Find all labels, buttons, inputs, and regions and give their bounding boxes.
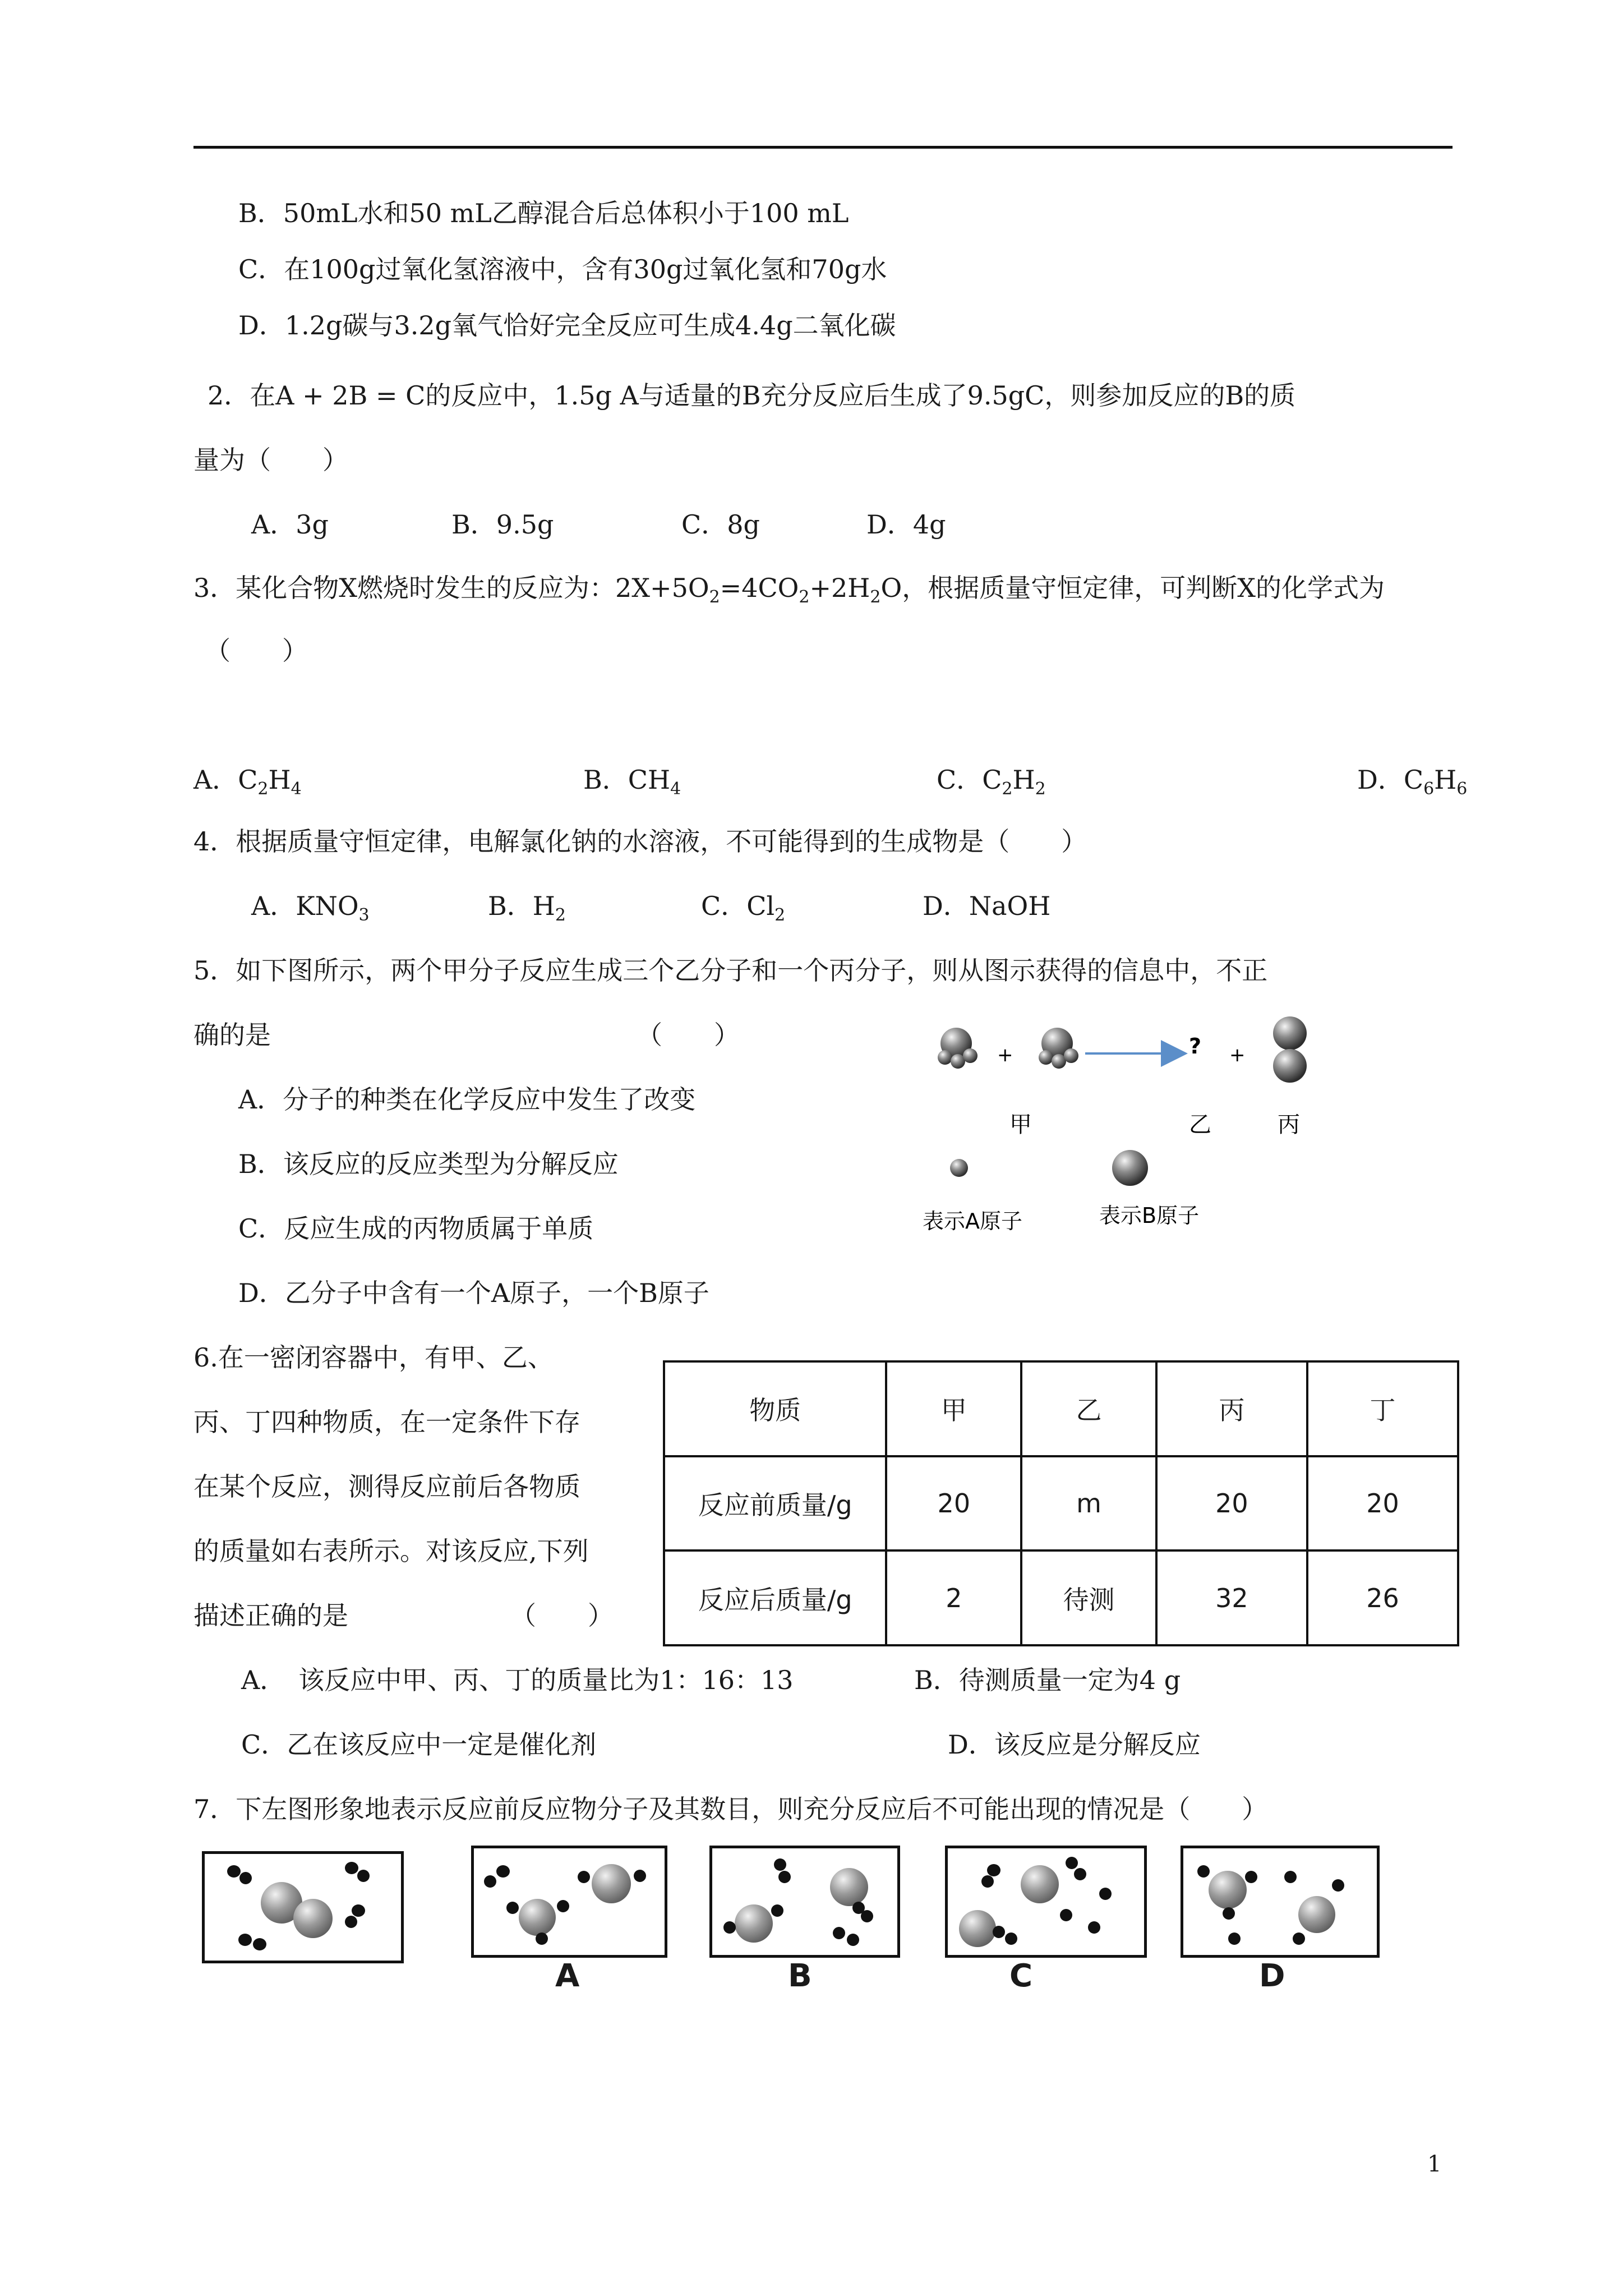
q7-stem: 7．下左图形象地表示反应前反应物分子及其数目，则充分反应后不可能出现的情况是（ ） [193,1794,1268,1824]
table-header-row [664,1361,1458,1456]
table-cell: 物质 [664,1361,886,1456]
jia-molecule-2 [1039,1028,1078,1069]
q2-option-d: D．4g [866,509,946,540]
table-cell: 丙 [1156,1361,1307,1456]
small-atom [987,1864,1000,1876]
q4-option-d: D．NaOH [923,891,1051,921]
big-atom [830,1868,868,1906]
table-cell: 2 [886,1550,1021,1645]
small-atom [557,1900,569,1912]
q7-label-d: D [1259,1958,1285,1994]
legend-b-atom [1112,1150,1148,1186]
q2-stem: 2．在A + 2B = C的反应中，1.5g A与适量的B充分反应后生成了9.5gC，则参加反应的B的质 [208,380,1296,411]
legend-a-label: 表示A原子 [923,1209,1022,1234]
q5-stem: 5．如下图所示，两个甲分子反应生成三个乙分子和一个丙分子，则从图示获得的信息中，不正 [193,955,1268,986]
bing-atom-top [1273,1016,1307,1050]
plus-sign-2: + [1229,1044,1246,1066]
small-atom [1005,1932,1017,1945]
small-atom [1245,1871,1257,1883]
table-row [664,1456,1458,1551]
small-atom [1197,1865,1210,1878]
table-cell: 32 [1156,1550,1307,1645]
q1-option-c: C．在100g过氧化氢溶液中，含有30g过氧化氢和70g水 [238,254,887,284]
small-atom [847,1934,859,1946]
small-atom [578,1871,590,1883]
legend-a-atom [950,1159,968,1177]
big-atom [1021,1865,1059,1903]
small-atom [1228,1932,1241,1945]
bing-atom-bottom [1273,1049,1307,1083]
table-cell: 20 [1156,1456,1307,1551]
q6-line-2: 丙、丁四种物质，在一定条件下存 [193,1407,580,1437]
legend-b-label: 表示B原子 [1099,1203,1200,1228]
small-atom [1088,1921,1100,1934]
q2-option-c: C．8g [681,509,760,540]
small-atom [771,1904,783,1917]
small-atom [1332,1879,1344,1892]
small-atom [1223,1907,1235,1920]
q6-line-5: 描述正确的是 [193,1600,348,1631]
small-atom [1293,1932,1305,1945]
q6-line-1: 6.在一密闭容器中，有甲、乙、 [193,1342,554,1373]
small-atom [496,1865,510,1878]
q7-label-c: C [1009,1958,1033,1994]
q1-option-b: B．50mL水和50 mL乙醇混合后总体积小于100 mL [238,198,849,228]
small-atom [774,1858,786,1871]
table-cell: 甲 [886,1361,1021,1456]
table-cell: 26 [1307,1550,1458,1645]
q6-line-4: 的质量如右表所示。对该反应,下列 [193,1536,589,1566]
table-cell: 待测 [1021,1550,1156,1645]
q7-option-b-box[interactable] [709,1846,900,1958]
q7-label-a: A [555,1958,580,1994]
q2-option-b: B．9.5g [451,509,554,540]
q7-reactant-box [202,1851,404,1963]
small-atom [484,1875,496,1888]
table-row [664,1550,1458,1645]
q6-paren: （ ） [510,1600,614,1631]
q6-option-b: B．待测质量一定为4 g [914,1665,1181,1695]
q4-option-c: C．$Cl_2$ [701,891,786,925]
label-bing: 丙 [1278,1112,1300,1138]
table-cell: 20 [886,1456,1021,1551]
q7-option-c-box[interactable] [945,1846,1147,1958]
q5-option-d: D．乙分子中含有一个A原子，一个B原子 [238,1278,709,1308]
big-atom [592,1864,631,1903]
small-atom [723,1921,736,1934]
page-number: 1 [1427,2151,1442,2177]
small-atom [536,1932,548,1945]
small-atom [1060,1909,1072,1921]
q6-line-3: 在某个反应，测得反应前后各物质 [193,1471,580,1502]
q2-stem-cont: 量为（ ） [193,445,348,475]
plus-sign-1: + [997,1044,1013,1066]
q2-option-a: A．3g [251,509,329,540]
q3-option-b: B．$CH_4$ [583,765,681,799]
q6-option-a: A． 该反应中甲、丙、丁的质量比为1：16：13 [241,1665,794,1695]
q4-option-b: B．$H_2$ [488,891,566,925]
small-atom [861,1910,873,1922]
small-atom [833,1927,845,1939]
small-atom [1066,1857,1078,1869]
header-rule [193,146,1453,149]
small-atom [352,1904,365,1917]
table-cell: 反应后质量/g [664,1550,886,1645]
table-cell: 丁 [1307,1361,1458,1456]
q5-option-b: B．该反应的反应类型为分解反应 [238,1149,619,1179]
small-atom [1074,1868,1086,1880]
small-atom [993,1926,1005,1938]
q4-stem: 4．根据质量守恒定律，电解氯化钠的水溶液，不可能得到的生成物是（ ） [193,826,1087,857]
q3-stem: 3．某化合物X燃烧时发生的反应为：$2X+5O_2=4CO_2+2H_2O$，根据质量守恒定律，可判断X的化学式为 [193,573,1385,607]
q5-option-c: C．反应生成的丙物质属于单质 [238,1213,594,1244]
q7-option-d-box[interactable] [1181,1846,1380,1958]
big-atom [735,1904,773,1943]
q5-reaction-diagram [920,1010,1324,1245]
q3-option-d: D．$C_6H_6$ [1357,765,1468,799]
q6-option-d: D．该反应是分解反应 [948,1729,1201,1760]
small-atom [345,1862,358,1874]
q7-option-a-box[interactable] [471,1846,667,1958]
q7-label-b: B [788,1958,812,1994]
q6-mass-table [663,1360,1459,1646]
small-atom [981,1875,994,1888]
jia-molecule-1 [938,1028,978,1069]
table-cell: 反应前质量/g [664,1456,886,1551]
label-yi: 乙 [1189,1112,1211,1138]
q3-option-c: C．$C_2H_2$ [937,765,1046,799]
small-atom [778,1871,791,1883]
table-cell: m [1021,1456,1156,1551]
q5-option-a: A．分子的种类在化学反应中发生了改变 [238,1084,696,1115]
big-atom [519,1899,556,1936]
small-atom [345,1916,357,1928]
q5-stem-cont: 确的是 [193,1020,271,1050]
big-atom [959,1910,996,1947]
q5-paren: （ ） [637,1020,740,1050]
small-atom [238,1934,252,1946]
big-atom [1298,1896,1335,1933]
small-atom [239,1872,252,1884]
small-atom [357,1870,370,1882]
table-cell: 乙 [1021,1361,1156,1456]
q6-option-c: C．乙在该反应中一定是催化剂 [241,1729,597,1760]
small-atom [634,1870,646,1882]
small-atom [1284,1871,1297,1883]
table-cell: 20 [1307,1456,1458,1551]
question-mark: ? [1189,1034,1202,1059]
small-atom [1099,1888,1112,1900]
big-atom [293,1899,333,1938]
q3-paren: （ ） [205,636,308,666]
small-atom [506,1902,519,1914]
small-atom [227,1865,241,1878]
label-jia: 甲 [1009,1112,1032,1138]
big-atom [1209,1871,1247,1909]
q1-option-d: D．1.2g碳与3.2g氧气恰好完全反应可生成4.4g二氧化碳 [238,310,896,341]
q4-option-a: A．$KNO_3$ [251,891,370,925]
small-atom [253,1938,266,1950]
q3-option-a: A．$C_2H_4$ [193,765,302,799]
